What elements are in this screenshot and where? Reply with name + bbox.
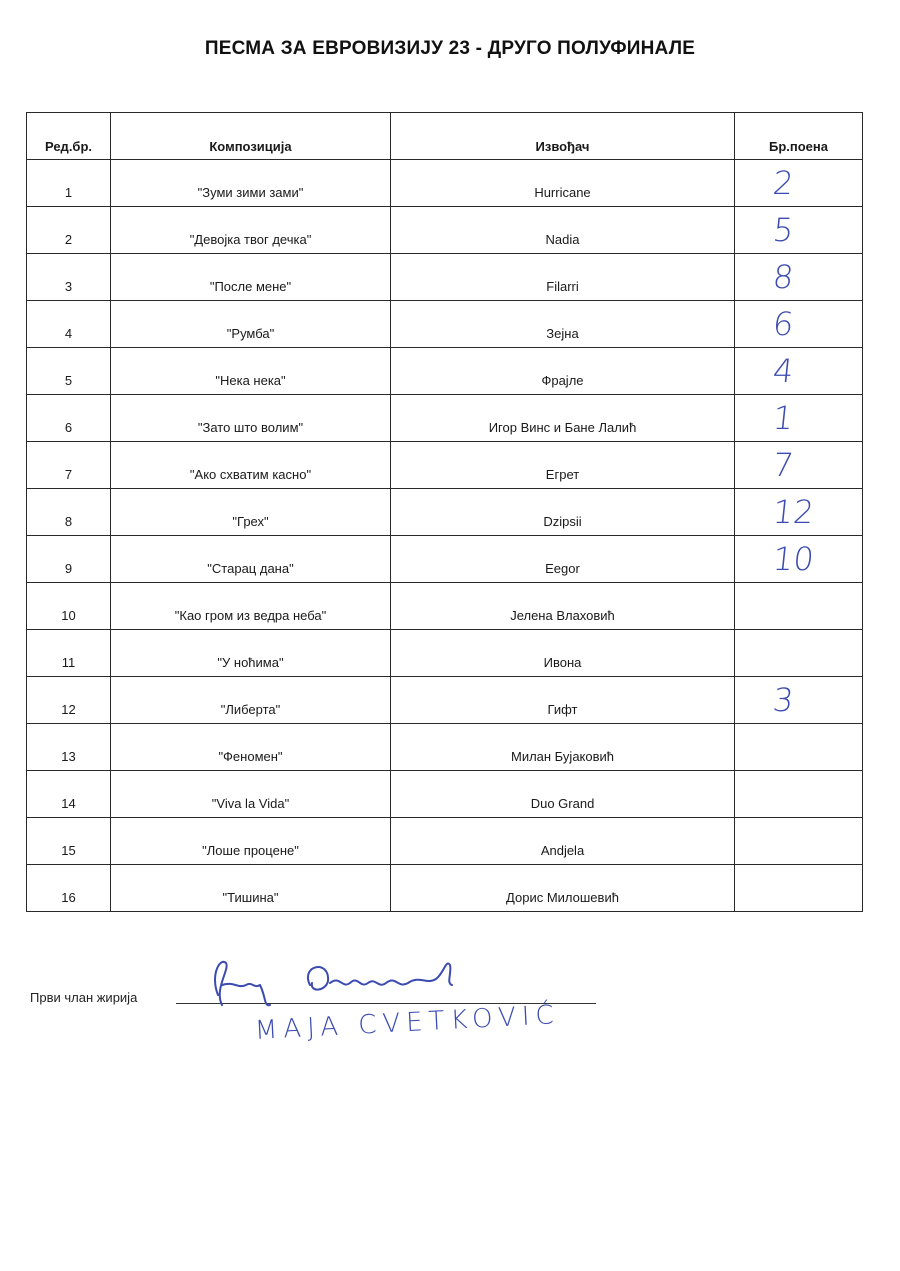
artist-name: Eegor	[391, 536, 735, 583]
points-cell	[735, 630, 863, 677]
header-points: Бр.поена	[735, 113, 863, 160]
table-row	[27, 818, 863, 865]
handwritten-signature	[200, 945, 480, 1015]
row-number: 6	[27, 395, 111, 442]
row-number: 14	[27, 771, 111, 818]
printed-jury-name: MAJA CVETKOVIĆ	[254, 1000, 561, 1046]
table-row	[27, 348, 863, 395]
song-title: "Лоше процене"	[111, 818, 391, 865]
points-cell	[735, 724, 863, 771]
table-header-row	[27, 113, 863, 160]
table-row	[27, 536, 863, 583]
song-title: "Тишина"	[111, 865, 391, 912]
row-number: 7	[27, 442, 111, 489]
song-title: "Зато што волим"	[111, 395, 391, 442]
artist-name: Nadia	[391, 207, 735, 254]
points-cell	[735, 301, 863, 348]
row-number: 12	[27, 677, 111, 724]
artist-name: Ивона	[391, 630, 735, 677]
table-row	[27, 442, 863, 489]
table-row	[27, 395, 863, 442]
table-row	[27, 677, 863, 724]
points-cell	[735, 677, 863, 724]
row-number: 16	[27, 865, 111, 912]
artist-name: Hurricane	[391, 160, 735, 207]
handwritten-points: 5	[771, 211, 796, 249]
row-number: 3	[27, 254, 111, 301]
header-song: Композиција	[111, 113, 391, 160]
song-title: "Нека нека"	[111, 348, 391, 395]
row-number: 13	[27, 724, 111, 771]
handwritten-points: 3	[771, 681, 796, 719]
points-cell	[735, 583, 863, 630]
table-row	[27, 254, 863, 301]
song-title: "Румба"	[111, 301, 391, 348]
table-row	[27, 724, 863, 771]
song-title: "Либерта"	[111, 677, 391, 724]
table-row	[27, 160, 863, 207]
points-cell	[735, 818, 863, 865]
points-cell	[735, 207, 863, 254]
points-cell	[735, 348, 863, 395]
table-row	[27, 301, 863, 348]
song-title: "Као гром из ведра неба"	[111, 583, 391, 630]
artist-name: Егрет	[391, 442, 735, 489]
points-cell	[735, 160, 863, 207]
handwritten-points: 8	[771, 258, 796, 296]
handwritten-points: 7	[771, 446, 796, 484]
song-title: "У ноћима"	[111, 630, 391, 677]
artist-name: Милан Бујаковић	[391, 724, 735, 771]
points-cell	[735, 254, 863, 301]
artist-name: Фрајле	[391, 348, 735, 395]
row-number: 5	[27, 348, 111, 395]
artist-name: Andjela	[391, 818, 735, 865]
points-cell	[735, 442, 863, 489]
song-title: "Феномен"	[111, 724, 391, 771]
row-number: 2	[27, 207, 111, 254]
handwritten-points: 6	[771, 305, 796, 343]
handwritten-points: 2	[771, 164, 796, 202]
artist-name: Дорис Милошевић	[391, 865, 735, 912]
row-number: 8	[27, 489, 111, 536]
song-title: "Грех"	[111, 489, 391, 536]
song-title: "Viva la Vida"	[111, 771, 391, 818]
row-number: 15	[27, 818, 111, 865]
points-cell	[735, 865, 863, 912]
table-row	[27, 207, 863, 254]
header-artist: Извођач	[391, 113, 735, 160]
table-row	[27, 865, 863, 912]
row-number: 1	[27, 160, 111, 207]
page-title: ПЕСМА ЗА ЕВРОВИЗИЈУ 23 - ДРУГО ПОЛУФИНАЛЕ	[204, 38, 696, 59]
table-row	[27, 489, 863, 536]
points-cell	[735, 395, 863, 442]
song-title: "Старац дана"	[111, 536, 391, 583]
song-title: "Девојка твог дечка"	[111, 207, 391, 254]
artist-name: Filarri	[391, 254, 735, 301]
handwritten-points: 12	[771, 493, 816, 531]
header-no: Ред.бр.	[27, 113, 111, 160]
artist-name: Игор Винс и Бане Лалић	[391, 395, 735, 442]
handwritten-points: 4	[771, 352, 796, 390]
artist-name: Зејна	[391, 301, 735, 348]
handwritten-points: 1	[771, 399, 796, 437]
points-cell	[735, 771, 863, 818]
artist-name: Duo Grand	[391, 771, 735, 818]
row-number: 9	[27, 536, 111, 583]
song-title: "Зуми зими зами"	[111, 160, 391, 207]
table-row	[27, 630, 863, 677]
row-number: 11	[27, 630, 111, 677]
row-number: 10	[27, 583, 111, 630]
artist-name: Dzipsii	[391, 489, 735, 536]
song-title: "Ако схватим касно"	[111, 442, 391, 489]
row-number: 4	[27, 301, 111, 348]
jury-member-label: Први члан жирија	[30, 990, 138, 1005]
points-cell	[735, 489, 863, 536]
score-table	[26, 112, 863, 912]
artist-name: Јелена Влаховић	[391, 583, 735, 630]
artist-name: Гифт	[391, 677, 735, 724]
handwritten-points: 10	[771, 540, 816, 578]
table-row	[27, 583, 863, 630]
table-row	[27, 771, 863, 818]
points-cell	[735, 536, 863, 583]
song-title: "После мене"	[111, 254, 391, 301]
